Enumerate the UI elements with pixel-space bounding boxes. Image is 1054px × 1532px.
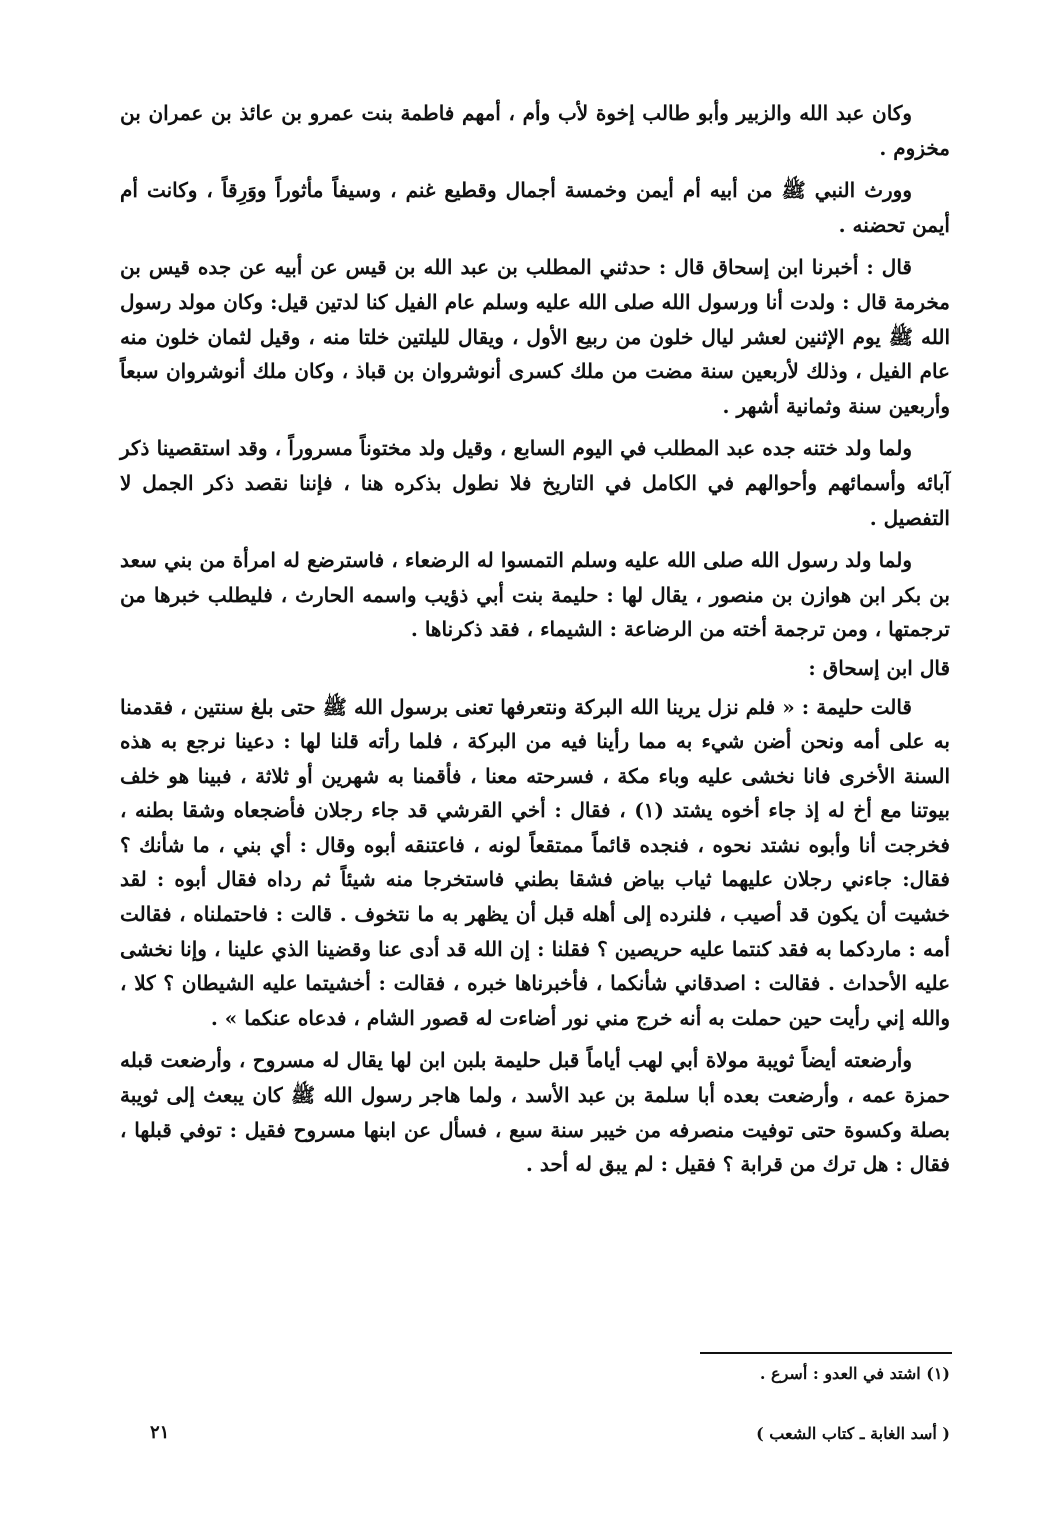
paragraph-nursing: ولما ولد رسول الله صلى الله عليه وسلم التمسوا له الرضعاء ، فاسترضع له امرأة من بني سعد بن بكر ابن هوازن بن منصور ، يقال لها : حليمة بنت أبي ذؤيب واسمه الحارث ، فليطلب خبرها من ترجمتها ، ومن ترجمة أخته من الرضاعة : الشيماء ، فقد ذكرناها .: [120, 548, 950, 642]
footnote: (١) اشتد في العدو : أسرع .: [759, 1364, 950, 1383]
page-number: ٢١: [150, 1422, 170, 1443]
paragraph-birth: قال : أخبرنا ابن إسحاق قال : حدثني المطلب بن عبد الله بن قيس عن أبيه عن جده قيس بن مخرمة قال : ولدت أنا ورسول الله صلى الله عليه وسلم عام الفيل كنا لدتين قيل: وكان مولد رسول الله ﷺ يوم الإثنين لعشر ليال خلون من ربيع الأول ، ويقال لليلتين خلتا منه ، وقيل لثمان خلون منه عام الفيل ، وذلك لأربعين سنة مضت من ملك كسرى أنوشروان بن قباذ ، وكان ملك أنوشروان سبعاً وأربعين سنة وثمانية أشهر .: [120, 255, 950, 418]
paragraph-inheritance: وورث النبي ﷺ من أبيه أم أيمن وخمسة أجمال وقطيع غنم ، وسيفاً مأثوراً ووَرِقاً ، وكانت أم أيمن تحضنه .: [120, 178, 950, 237]
paragraph-circumcision: ولما ولد ختنه جده عبد المطلب في اليوم السابع ، وقيل ولد مختوناً مسروراً ، وقد استقصينا ذكر آبائه وأسمائهم وأحوالهم في الكامل في التاريخ فلا نطول بذكره هنا ، فإننا نقصد ذكر الجمل لا التفصيل .: [120, 436, 950, 530]
paragraph-ibn-ishaq-heading: قال ابن إسحاق :: [808, 655, 950, 680]
paragraph-thuwayba: وأرضعته أيضاً ثويبة مولاة أبي لهب أياماً قبل حليمة بلبن ابن لها يقال له مسروح ، وأرضعت قبله حمزة عمه ، وأرضعت بعده أبا سلمة بن عبد الأسد ، ولما هاجر رسول الله ﷺ كان يبعث إلى ثويبة بصلة وكسوة حتى توفيت منصرفه من خيبر سنة سبع ، فسأل عن ابنها مسروح فقيل : توفي قبلها ، فقال : هل ترك من قرابة ؟ فقيل : لم يبق له أحد .: [120, 1048, 950, 1177]
page-body: [120, 96, 950, 1190]
paragraph-lineage: وكان عبد الله والزبير وأبو طالب إخوة لأب وأم ، أمهم فاطمة بنت عمرو بن عائذ بن عمران بن مخزوم .: [120, 101, 950, 160]
footnote-divider: [700, 1352, 952, 1354]
paragraph-halima-account: قالت حليمة : « فلم نزل يرينا الله البركة ونتعرفها تعنى برسول الله ﷺ حتى بلغ سنتين ، فقدمنا به على أمه ونحن أضن شيء به مما رأينا فيه من البركة ، فلما رأته قلنا لها : دعينا نرجع به هذه السنة الأخرى فانا نخشى عليه وباء مكة ، فسرحته معنا ، فأقمنا به شهرين أو ثلاثة ، فبينا هو خلف بيوتنا مع أخ له إذ جاء أخوه يشتد (١) ، فقال : أخي القرشي قد جاء رجلان فأضجعاه وشقا بطنه ، فخرجت أنا وأبوه نشتد نحوه ، فنجده قائماً ممتقعاً لونه ، فاعتنقه أبوه وقال : أي بني ، ما شأنك ؟ فقال: جاءني رجلان عليهما ثياب بياض فشقا بطني فاستخرجا منه شيئاً ثم رداه فقال أبوه : لقد خشيت أن يكون قد أصيب ، فلنرده إلى أهله قبل أن يظهر به ما نتخوف . قالت : فاحتملناه ، فقالت أمه : ماردكما به فقد كنتما عليه حريصين ؟ فقلنا : إن الله قد أدى عنا وقضينا الذي علينا ، وإنا نخشى عليه الأحداث . فقالت : اصدقاني شأنكما ، فأخبرناها خبره ، فقالت : أخشيتما عليه الشيطان ؟ كلا ، والله إني رأيت حين حملت به أنه خرج مني نور أضاءت له قصور الشام ، فدعاه عنكما » .: [120, 694, 950, 1030]
footer-book-title: ( أسد الغابة ـ كتاب الشعب ): [756, 1424, 950, 1443]
